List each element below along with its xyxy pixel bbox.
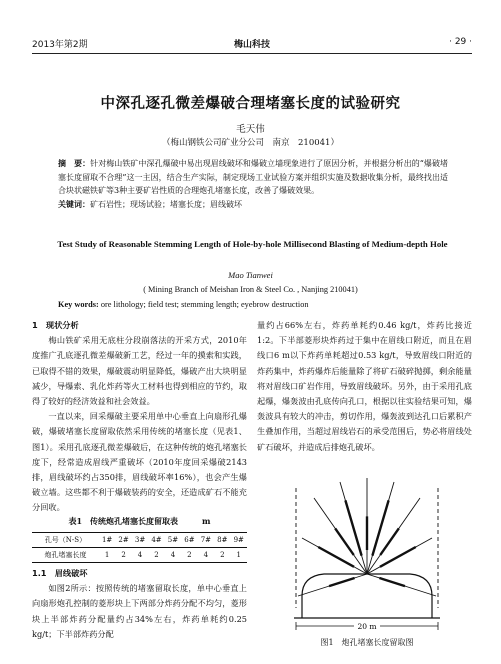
section-heading-1: 1 现状分析: [32, 320, 79, 330]
paragraph: 量约占66%左右，炸药单耗约0.46 kg/t，炸药比接近1:2。下半部菱形块炸药过于集中在眉线口附近，而且在眉线口6 m以下炸药单耗超过0.53 kg/t，导致眉线口附近的炸药集中，炸药爆炸后能量除了将矿石破碎抛掷，剩余能量将对眉线口矿岩作用，导致眉线破坏。另外，由于采用孔底起爆，爆轰波由孔底传向孔口，根据以往实验结果可知，爆轰波具有较大的冲击，剪切作用，爆轰波到达孔口后累积产生叠加作用，当超过眉线岩石的承受范围后，势必将眉线处矿石破坏，并造成后排炮孔破坏。: [257, 320, 472, 452]
table-cell: 4: [165, 548, 181, 563]
table-header-cell: 8#: [214, 533, 230, 548]
charge-segment: [335, 528, 354, 555]
left-column-continued: [32, 566, 247, 642]
paragraph: 如图2所示：按照传统的堵塞留取长度，单中心垂直上向扇形炮孔控制的菱形块上下两部分炸药分配不均匀，菱形块上半部炸药分配量约占34%左右，炸药单耗约0.25 kg/t；下半部炸药分配: [32, 583, 247, 639]
charge-segment: [380, 547, 416, 567]
english-keywords-text: ore lithology; field test; stemming length; eyebrow destruction: [100, 300, 309, 309]
right-column: [257, 318, 472, 455]
charge-segment: [329, 578, 355, 586]
table-header-cell: 2#: [115, 533, 131, 548]
table-cell: 1: [231, 548, 247, 563]
table-header-cell: 孔号（N-S）: [32, 533, 99, 548]
table-header-cell: 6#: [181, 533, 197, 548]
paragraph: 梅山铁矿采用无底柱分段崩落法的开采方式，2010年度推广孔底逐孔微差爆破新工艺，经过一年的摸索和实践，已取得不错的效果，爆破震动明显降低，爆破产出大块明显减少，导爆索、乳化炸药等火工材料也得到相应的节约，取得了较好的经济效益和社会效益。: [32, 335, 247, 407]
issue-label: 2013年第2期: [32, 40, 88, 50]
charge-segment: [379, 578, 405, 586]
english-keywords: [58, 300, 458, 309]
table-cell: 4: [132, 548, 148, 563]
table-cell: 2: [214, 548, 230, 563]
running-header: [32, 37, 472, 51]
abstract: [58, 157, 448, 211]
tunnel-outline: [294, 574, 440, 618]
stemming-diagram: [262, 468, 472, 633]
english-title: Test Study of Reasonable Stemming Length of Hole-by-hole Millisecond Blasting of Medium-depth Hole: [57, 239, 448, 249]
affiliation: （梅山钢铁公司矿业分公司 南京 210041）: [162, 138, 339, 148]
section-heading-1-1: 1.1 眉线破坏: [32, 568, 88, 578]
page-number: · 29 ·: [449, 37, 472, 47]
header-rule: [32, 53, 472, 54]
journal-name: 梅山科技: [233, 40, 270, 50]
table-header-cell: 9#: [231, 533, 247, 548]
abstract-label: 摘 要：: [58, 158, 91, 168]
table-header-row: [32, 533, 247, 548]
keywords-label: 关键词：: [58, 198, 90, 209]
left-column: [32, 318, 247, 516]
keywords-text: 矿石岩性；现场试验；堵塞长度；眉线破坏: [90, 199, 242, 209]
figure-caption: 图1 炮孔堵塞长度留取图: [320, 638, 414, 647]
charge-segment: [380, 528, 399, 555]
table-row: [32, 548, 247, 563]
table-cell: 2: [148, 548, 164, 563]
table-cell: 4: [198, 548, 214, 563]
english-keywords-label: Key words:: [58, 300, 99, 309]
english-author: Mao Tianwei: [228, 270, 273, 280]
stemming-table: [32, 532, 247, 563]
table-cell: 2: [115, 548, 131, 563]
dimension-label: 20 m: [357, 622, 377, 631]
table-header-cell: 5#: [165, 533, 181, 548]
paper-title: 中深孔逐孔微差爆破合理堵塞长度的试验研究: [100, 96, 401, 112]
table-cell: 炮孔堵塞长度: [32, 548, 99, 563]
charge-segment: [318, 547, 354, 567]
paragraph: 一直以来，回采爆破主要采用单中心垂直上向扇形孔爆破，爆破堵塞长度留取依然采用传统的堵塞长度（见表1、图1）。采用孔底逐孔微差爆破后，在这种传统的炮孔堵塞长度下，经常造成眉线严重破坏（2010年度回采爆破2143排，眉线破坏约占350排，眉线破坏率16%），也会产生爆破立墙。这些都不利于爆破装药的安全，还造成矿石不能充分回收。: [32, 411, 247, 513]
table-title: 表1 传统炮孔堵塞长度留取表 m: [68, 516, 211, 526]
table-header-cell: 3#: [132, 533, 148, 548]
table-header-cell: 1#: [99, 533, 115, 548]
table-header-cell: 7#: [198, 533, 214, 548]
blast-holes: [298, 478, 436, 596]
abstract-text: 针对梅山铁矿中深孔爆破中易出现眉线破坏和爆破立墙现象进行了原因分析，并根据分析出的“爆破堵塞长度留取不合理”这一主因，结合生产实际，制定现场工业试验方案并组织实施及数据收集分析，最终找出适合块状磁铁矿等3种主要矿岩性质的合理炮孔堵塞长度，改善了爆破效果。: [58, 159, 449, 195]
author: 毛天伟: [236, 124, 265, 135]
english-affiliation: ( Mining Branch of Meishan Iron & Steel Co. , Nanjing 210041): [143, 285, 358, 294]
table-header-cell: 4#: [148, 533, 164, 548]
table-cell: 1: [99, 548, 115, 563]
table-cell: 2: [181, 548, 197, 563]
